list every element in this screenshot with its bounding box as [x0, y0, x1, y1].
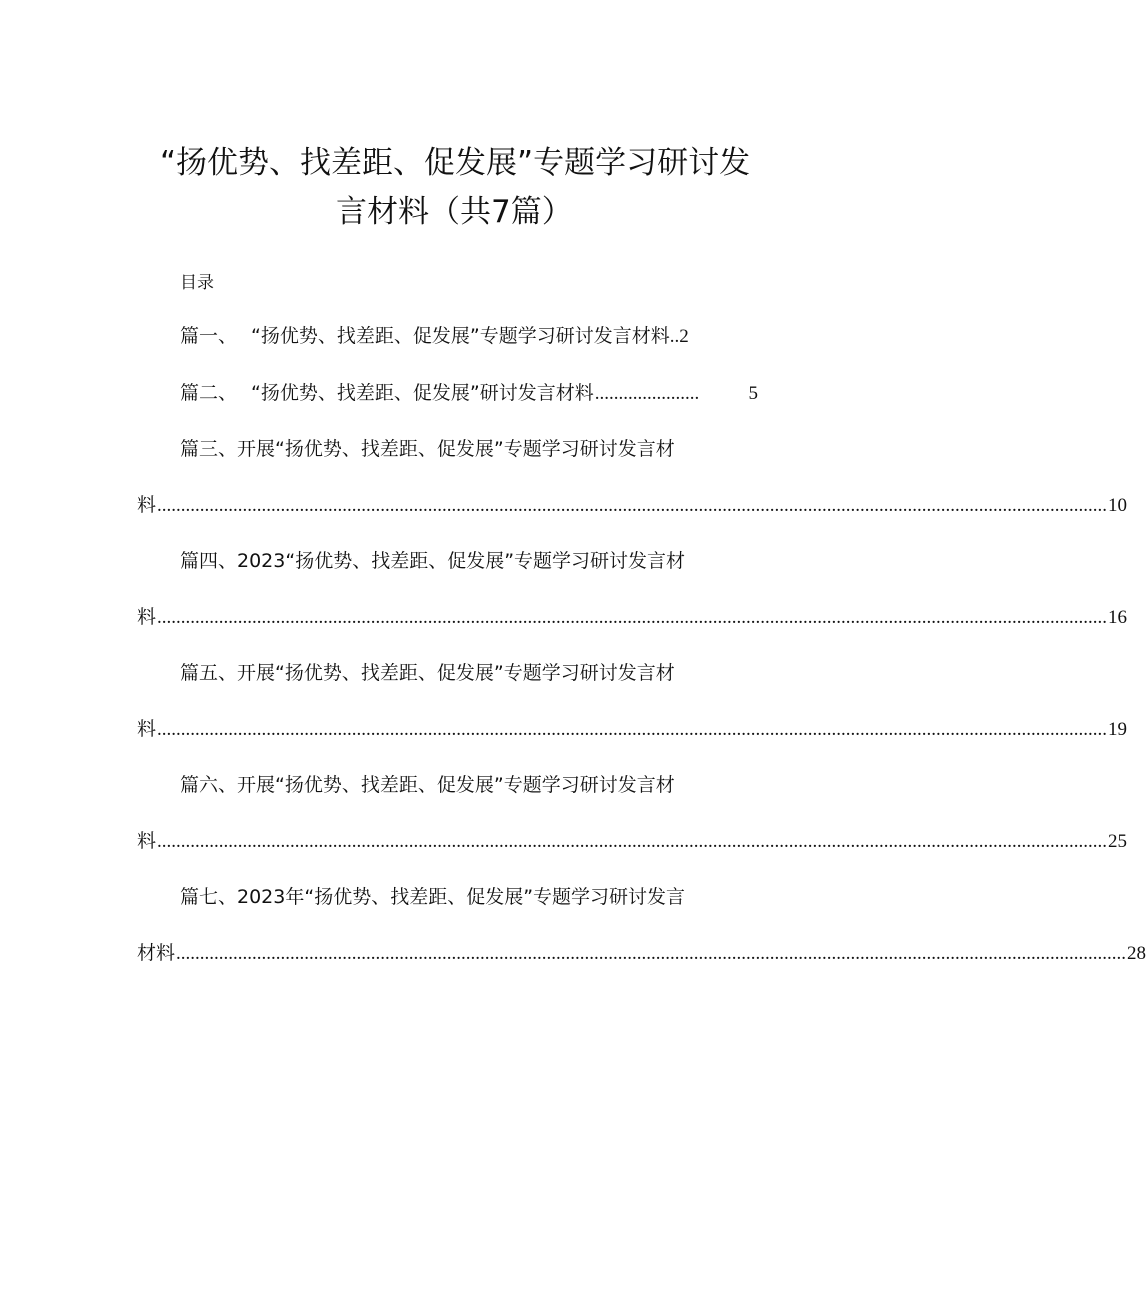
toc-entry-6-title-cont: 料 — [137, 830, 157, 852]
toc-entry-3-leader: ........................................................................................................................................................................................................ — [157, 495, 1108, 516]
toc-entry-1-title: “扬优势、找差距、促发展”专题学习研讨发言材料 — [251, 325, 670, 347]
toc-entry-3-title: 篇三、开展“扬优势、找差距、促发展”专题学习研讨发言材 — [180, 438, 675, 460]
toc-entry-4-line-2[interactable] — [137, 604, 1128, 631]
toc-entry-4-title: 篇四、2023“扬优势、找差距、促发展”专题学习研讨发言材 — [180, 550, 686, 572]
toc-entry-4-page: 16 — [1108, 607, 1128, 628]
toc-entry-7-title: 篇七、2023年“扬优势、找差距、促发展”专题学习研讨发言 — [180, 886, 686, 908]
toc-entry-7-leader: ........................................................................................................................................................................................................ — [176, 943, 1127, 964]
toc-entry-3-title-cont: 料 — [137, 494, 157, 516]
toc-entry-7-line-1[interactable] — [180, 884, 750, 910]
toc-entry-6-line-1[interactable] — [180, 772, 740, 798]
toc-entry-5-line-1[interactable] — [180, 660, 740, 686]
document-title-line-2: 言材料（共7篇） — [336, 194, 573, 230]
document-title-line-1: “扬优势、找差距、促发展”专题学习研讨发 — [160, 145, 751, 181]
toc-entry-3-page: 10 — [1108, 495, 1128, 516]
toc-entry-1-prefix: 篇一、 — [180, 325, 238, 347]
toc-entry-3-line-2[interactable] — [137, 492, 1128, 519]
toc-entry-5-leader: ........................................................................................................................................................................................................ — [157, 719, 1108, 740]
toc-entry-2-title: “扬优势、找差距、促发展”研讨发言材料 — [251, 382, 594, 404]
toc-entry-2[interactable] — [180, 380, 758, 407]
toc-entry-5-title-cont: 料 — [137, 718, 157, 740]
toc-entry-4-leader: ........................................................................................................................................................................................................ — [157, 607, 1108, 628]
toc-entry-2-prefix: 篇二、 — [180, 382, 238, 404]
toc-entry-1-page: 2 — [679, 326, 689, 347]
toc-entry-4-title-cont: 料 — [137, 606, 157, 628]
toc-entry-1-leader: .. — [669, 326, 680, 347]
toc-entry-5-line-2[interactable] — [137, 716, 1128, 743]
toc-entry-1[interactable] — [180, 323, 725, 350]
toc-entry-6-leader: ........................................................................................................................................................................................................ — [157, 831, 1108, 852]
toc-entry-2-leader: ...................... — [594, 383, 700, 404]
toc-entry-5-page: 19 — [1108, 719, 1128, 740]
toc-entry-6-page: 25 — [1108, 831, 1128, 852]
toc-entry-2-page: 5 — [748, 383, 758, 404]
toc-entry-4-line-1[interactable] — [180, 548, 740, 574]
toc-entry-7-line-2[interactable] — [137, 940, 1146, 967]
toc-entry-3-line-1[interactable] — [180, 436, 740, 462]
toc-entry-6-title: 篇六、开展“扬优势、找差距、促发展”专题学习研讨发言材 — [180, 774, 675, 796]
toc-entry-7-title-cont: 材料 — [137, 942, 176, 964]
toc-entry-6-line-2[interactable] — [137, 828, 1128, 855]
toc-entry-5-title: 篇五、开展“扬优势、找差距、促发展”专题学习研讨发言材 — [180, 662, 675, 684]
toc-heading: 目录 — [180, 273, 214, 293]
toc-entry-7-page: 28 — [1127, 943, 1146, 964]
